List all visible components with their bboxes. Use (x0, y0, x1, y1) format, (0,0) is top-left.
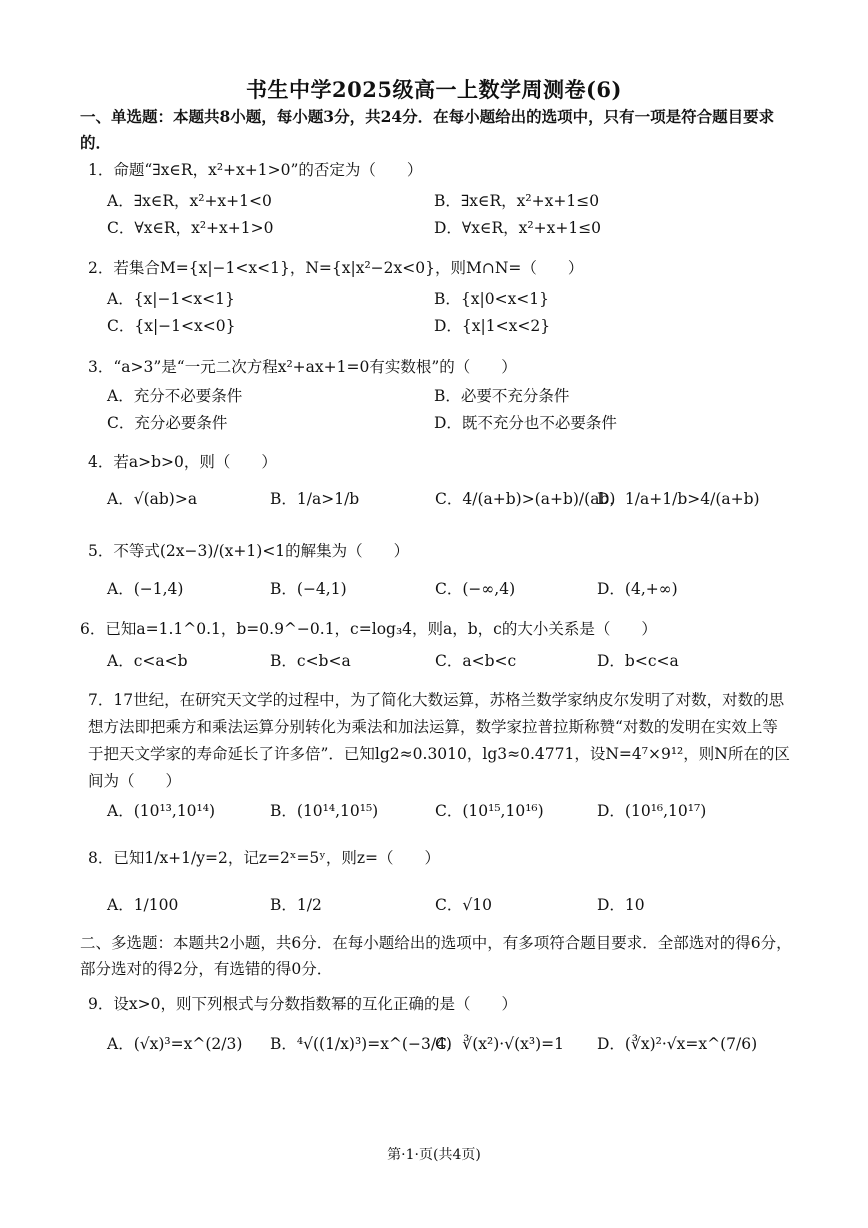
q4-option-b: B．1/a>1/b (270, 490, 360, 508)
q9-option-a: A．(√x)³=x^(2/3) (107, 1035, 243, 1053)
q6-option-b: B．c<b<a (270, 652, 351, 670)
q2-option-b: B．{x|0<x<1} (434, 290, 550, 308)
q2-option-a: A．{x|−1<x<1} (107, 290, 235, 308)
q2-option-c: C．{x|−1<x<0} (107, 317, 236, 335)
q1-option-d: D．∀x∈R，x²+x+1≤0 (434, 219, 602, 237)
question-8: 8．已知1/x+1/y=2，记z=2ˣ=5ʸ，则z=（ ） (88, 849, 441, 867)
q4-option-d: D．1/a+1/b>4/(a+b) (597, 490, 760, 508)
section-multiple-choice: 二、多选题：本题共2小题，共6分．在每小题给出的选项中，有多项符合题目要求．全部选对的得6分，部分选对的得2分，有选错的得0分． (80, 934, 792, 978)
q6-option-c: C．a<b<c (435, 652, 517, 670)
q2-option-d: D．{x|1<x<2} (434, 317, 551, 335)
q8-option-c: C．√10 (435, 896, 492, 914)
page-title: 书生中学2025级高一上数学周测卷(6) (246, 77, 622, 102)
page-footer: 第·1·页(共4页) (387, 1147, 481, 1163)
q1-option-c: C．∀x∈R，x²+x+1>0 (107, 219, 274, 237)
q7-option-c: C．(10¹⁵,10¹⁶) (435, 802, 544, 820)
question-6: 6．已知a=1.1^0.1，b=0.9^−0.1，c=log₃4，则a，b，c的大小关系是（ ） (80, 620, 657, 638)
q3-option-c: C．充分必要条件 (107, 414, 228, 432)
q9-option-c: C．∛(x²)·√(x³)=1 (435, 1035, 564, 1053)
q8-option-a: A．1/100 (107, 896, 179, 914)
section-single-choice: 一、单选题：本题共8小题，每小题3分，共24分．在每小题给出的选项中，只有一项是符合题目要求的． (80, 107, 775, 152)
q4-option-c: C．4/(a+b)>(a+b)/(ab) (435, 490, 616, 508)
question-9: 9．设x>0，则下列根式与分数指数幂的互化正确的是（ ） (88, 995, 517, 1013)
q7-option-a: A．(10¹³,10¹⁴) (107, 802, 216, 820)
question-5: 5．不等式(2x−3)/(x+1)<1的解集为（ ） (88, 542, 410, 560)
q8-option-d: D．10 (597, 896, 645, 914)
question-1: 1．命题“∃x∈R，x²+x+1>0”的否定为（ ） (88, 161, 423, 179)
q6-option-a: A．c<a<b (107, 652, 188, 670)
q7-option-d: D．(10¹⁶,10¹⁷) (597, 802, 707, 820)
q9-option-b: B．⁴√((1/x)³)=x^(−3/4) (270, 1035, 452, 1053)
q6-option-d: D．b<c<a (597, 652, 679, 670)
question-7: 7．17世纪，在研究天文学的过程中，为了简化大数运算，苏格兰数学家纳皮尔发明了对数，对数的思想方法即把乘方和乘法运算分别转化为乘法和加法运算，数学家拉普拉斯称赞“对数的发明在实效上等于把天文学家的寿命延长了许多倍”．已知lg2≈0.3010，lg3≈0.4771，设N=4⁷×9¹²，则N所在的区间为（ ） (88, 691, 790, 790)
q8-option-b: B．1/2 (270, 896, 322, 914)
q1-option-b: B．∃x∈R，x²+x+1≤0 (434, 192, 600, 210)
q3-option-a: A．充分不必要条件 (107, 387, 243, 405)
q5-option-a: A．(−1,4) (107, 580, 184, 598)
q1-option-a: A．∃x∈R，x²+x+1<0 (107, 192, 272, 210)
q9-option-d: D．(∛x)²·√x=x^(7/6) (597, 1035, 758, 1053)
question-3: 3．“a>3”是“一元二次方程x²+ax+1=0有实数根”的（ ） (88, 358, 517, 376)
q3-option-b: B．必要不充分条件 (434, 387, 570, 405)
q3-option-d: D．既不充分也不必要条件 (434, 414, 617, 432)
q5-option-d: D．(4,+∞) (597, 580, 678, 598)
question-4: 4．若a>b>0，则（ ） (88, 453, 277, 471)
q7-option-b: B．(10¹⁴,10¹⁵) (270, 802, 379, 820)
q5-option-c: C．(−∞,4) (435, 580, 516, 598)
q4-option-a: A．√(ab)>a (107, 490, 198, 508)
q5-option-b: B．(−4,1) (270, 580, 347, 598)
question-2: 2．若集合M={x|−1<x<1}，N={x|x²−2x<0}，则M∩N=（ ） (88, 259, 584, 277)
